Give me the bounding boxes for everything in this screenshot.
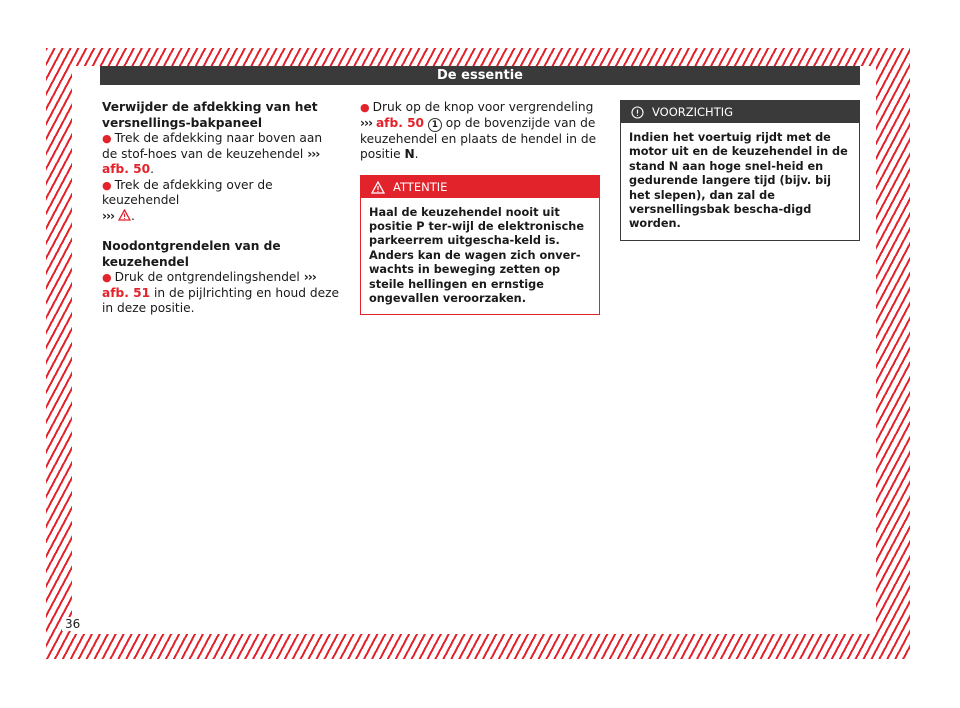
position-label: N	[404, 147, 415, 161]
caution-header	[621, 101, 859, 123]
warning-triangle-icon	[118, 209, 131, 221]
figure-link[interactable]: afb. 51	[102, 285, 151, 300]
heading-remove-cover: Verwijder de afdekking van het versnellings-bakpaneel	[102, 100, 318, 130]
bullet-item: ● Druk de ontgrendelingshendel ››› afb. 51 in de pijlrichting en houd deze in deze positie.	[102, 270, 340, 315]
bullet-item: ● Trek de afdekking over de keuzehendel ››› .	[102, 177, 273, 223]
caution-box	[620, 100, 860, 241]
bullet-icon: ●	[360, 101, 370, 114]
warning-title: ATTENTIE	[393, 179, 448, 194]
info-circle-icon	[631, 106, 644, 119]
column-2	[360, 100, 600, 315]
warning-box	[360, 175, 600, 316]
bullet-item: ● Druk op de knop voor vergrendeling ››› afb. 50 1 op de bovenzijde van de keuzehendel en plaats de hendel in de positie N.	[360, 100, 597, 161]
caution-text: Indien het voertuig rijdt met de motor uit en de keuzehendel in de stand N aan hoge snel-heid en gedurende langere tijd (bijv. bij het slepen), dan zal de versnellingsbak bescha-digd worden.	[629, 131, 848, 231]
column-1	[102, 100, 340, 317]
bullet-icon: ●	[102, 132, 112, 145]
bullet-icon: ●	[102, 271, 112, 284]
bullet-icon: ●	[102, 178, 112, 192]
figure-link[interactable]: afb. 50	[375, 115, 425, 130]
page-number: 36	[62, 617, 83, 631]
arrow-icon: ›››	[303, 270, 316, 284]
column-3	[620, 100, 860, 241]
arrow-icon: ›››	[360, 115, 373, 130]
callout-number: 1	[428, 118, 442, 132]
arrow-icon: ›››	[307, 146, 320, 161]
warning-triangle-icon	[371, 181, 385, 194]
page-header: De essentie	[100, 66, 860, 85]
warning-header	[361, 176, 599, 198]
warning-text: Haal de keuzehendel nooit uit positie P ter-wijl de elektronische parkeerrem uitgescha-keld is. Anders kan de wagen zich onver-wachts in beweging zetten op steile hellingen en ernstige ongevallen veroorzaken.	[369, 205, 584, 305]
caution-title: VOORZICHTIG	[652, 105, 734, 119]
figure-link[interactable]: afb. 50	[102, 162, 151, 176]
heading-emergency-release: Noodontgrendelen van de keuzehendel	[102, 239, 281, 269]
bullet-item: ● Trek de afdekking naar boven aan de stof-hoes van de keuzehendel ››› afb. 50.	[102, 131, 323, 176]
arrow-icon: ›››	[102, 208, 115, 223]
